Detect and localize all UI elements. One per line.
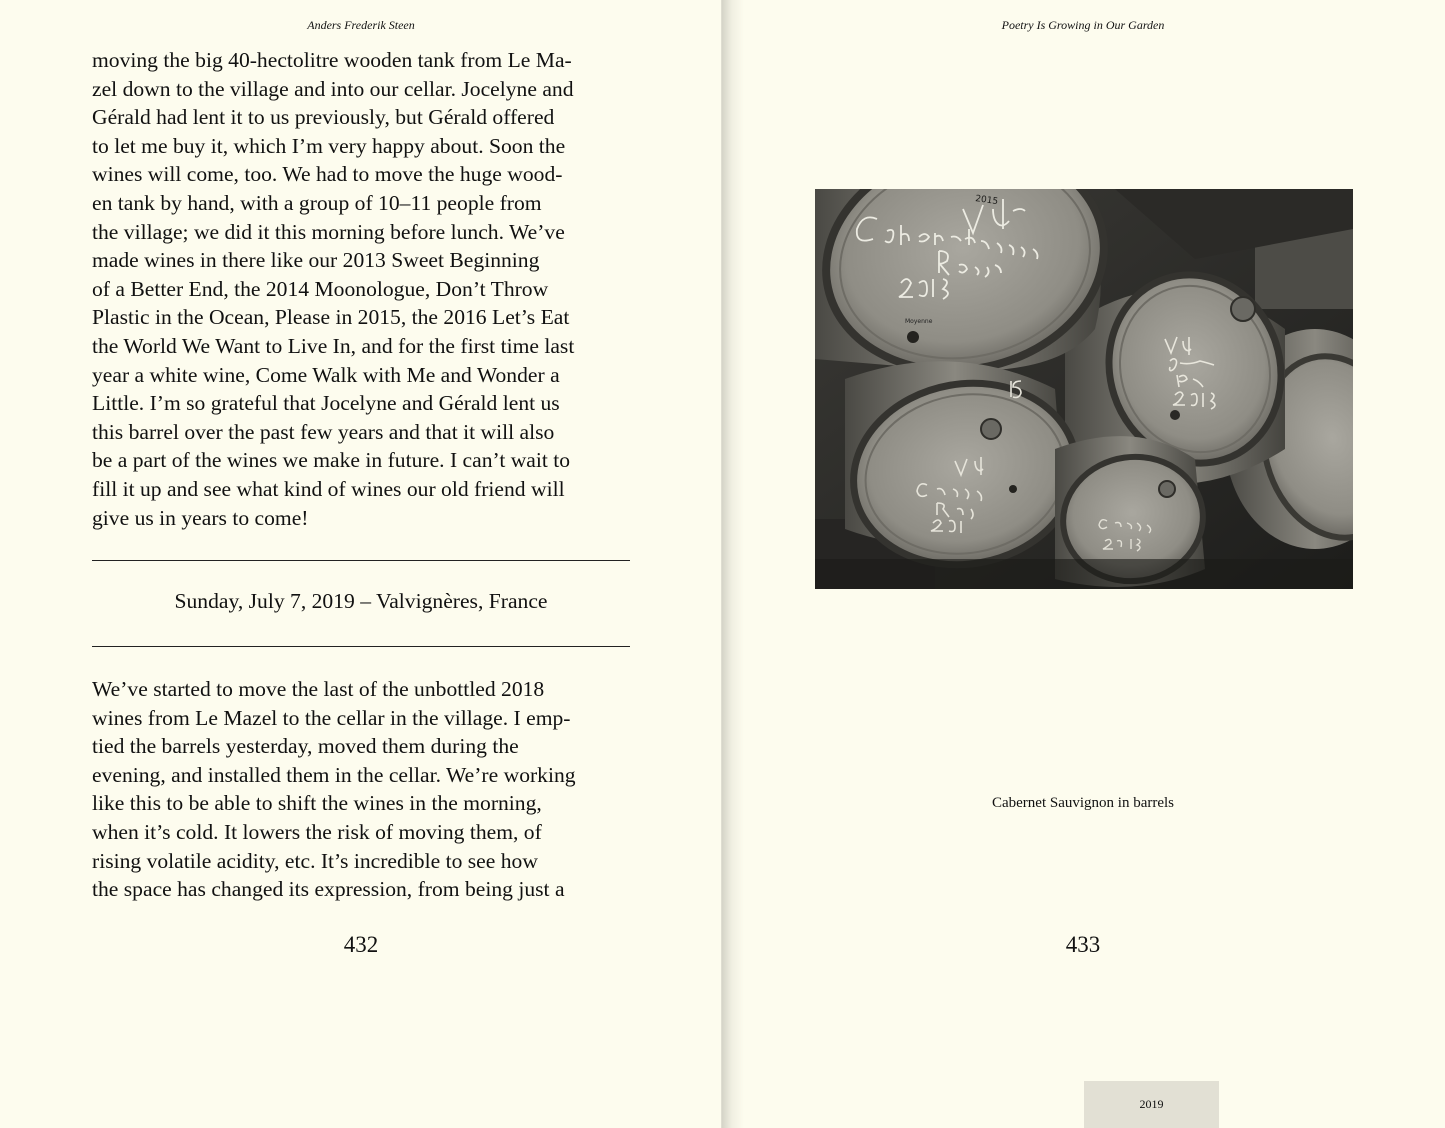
running-head-title: Poetry Is Growing in Our Garden [1001, 18, 1165, 32]
page-number-right: 433 [1065, 932, 1101, 957]
text-line: the space has changed its expression, from being just a [92, 877, 565, 902]
text-line: fill it up and see what kind of wines our old friend will [92, 476, 565, 501]
text-line: Gérald had lent it to us previously, but Gérald offered [92, 105, 555, 130]
text-line: year a white wine, Come Walk with Me and Wonder a [92, 362, 560, 387]
text-line: give us in years to come! [92, 505, 309, 530]
text-line: like this to be able to shift the wines in the morning, [92, 791, 542, 816]
text-line: wines from Le Mazel to the cellar in the village. I emp- [92, 705, 571, 730]
year-tab [1084, 1081, 1219, 1128]
right-page [722, 0, 1445, 1128]
text-line: Little. I’m so grateful that Jocelyne and Gérald lent us [92, 391, 560, 416]
barrels-photo [815, 189, 1353, 589]
text-line: this barrel over the past few years and that it will also [92, 419, 555, 444]
text-line: the World We Want to Live In, and for the first time last [92, 333, 575, 358]
divider-bottom [92, 646, 630, 647]
text-line: We’ve started to move the last of the unbottled 2018 [92, 677, 545, 701]
body-paragraph-1 [92, 46, 632, 532]
body-paragraph-2 [92, 675, 632, 904]
running-head-author: Anders Frederik Steen [307, 18, 415, 32]
year-tab-label: 2019 [1139, 1097, 1164, 1111]
text-line: wines will come, too. We had to move the huge wood- [92, 162, 563, 187]
text-line: rising volatile acidity, etc. It’s incredible to see how [92, 848, 538, 873]
text-line: to let me buy it, which I’m very happy about. Soon the [92, 133, 566, 158]
text-line: tied the barrels yesterday, moved them during the [92, 734, 519, 759]
left-page [0, 0, 722, 1128]
svg-text:Moyenne: Moyenne [905, 318, 933, 325]
book-gutter-line [721, 0, 722, 1128]
text-line: en tank by hand, with a group of 10–11 people from [92, 190, 542, 215]
text-line: evening, and installed them in the cellar. We’re working [92, 762, 576, 787]
text-line: be a part of the wines we make in future. I can’t wait to [92, 448, 571, 473]
divider-top [92, 560, 630, 561]
text-line: Plastic in the Ocean, Please in 2015, the 2016 Let’s Eat [92, 305, 570, 330]
text-line: made wines in there like our 2013 Sweet Beginning [92, 248, 540, 273]
text-line: the village; we did it this morning before lunch. We’ve [92, 219, 565, 244]
text-line: zel down to the village and into our cellar. Jocelyne and [92, 76, 574, 101]
text-line: of a Better End, the 2014 Moonologue, Don’t Throw [92, 276, 549, 301]
text-line: when it’s cold. It lowers the risk of moving them, of [92, 819, 542, 844]
page-number-left: 432 [343, 932, 379, 957]
entry-dateline: Sunday, July 7, 2019 – Valvignères, France [174, 589, 548, 613]
text-line: moving the big 40-hectolitre wooden tank from Le Ma- [92, 48, 572, 72]
svg-text:2015: 2015 [974, 194, 999, 208]
photo-caption: Cabernet Sauvignon in barrels [991, 795, 1175, 811]
barrels-illustration [815, 189, 1353, 589]
